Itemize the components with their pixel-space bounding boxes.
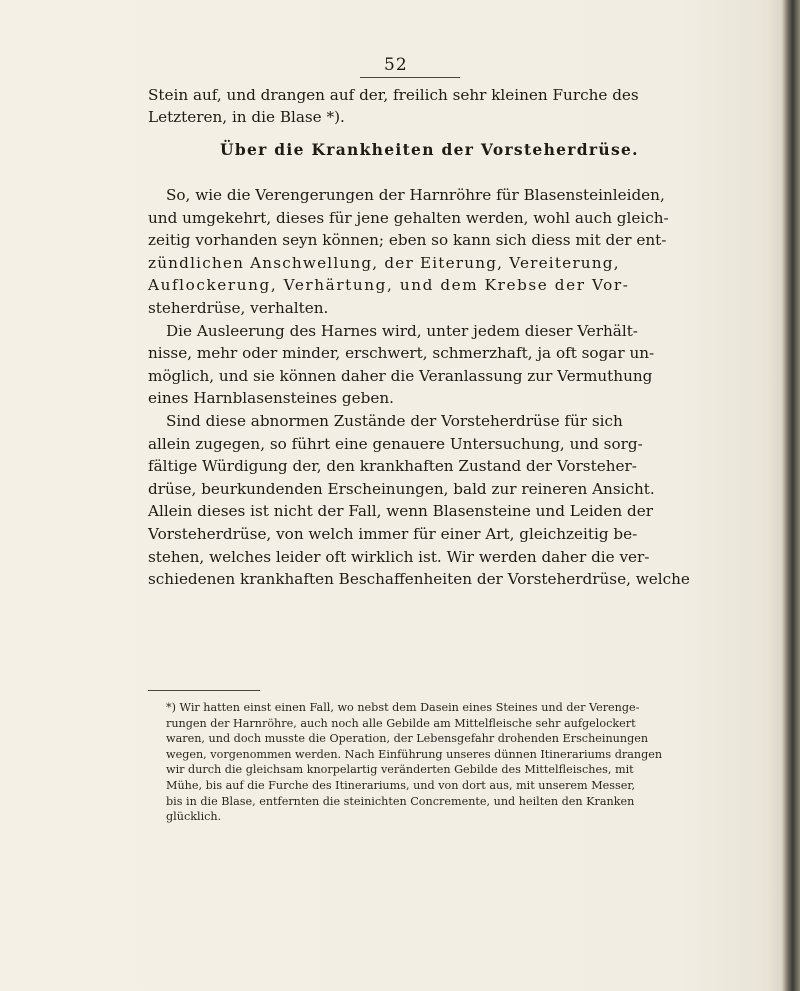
text-line: Allein dieses ist nicht der Fall, wenn Blasensteine und Leiden der: [148, 502, 653, 521]
section-heading: Über die Krankheiten der Vorsteherdrüse.: [220, 140, 639, 159]
page-number-rule: [360, 77, 460, 78]
text-line: drüse, beurkundenden Erscheinungen, bald zur reineren Ansicht.: [148, 479, 655, 498]
page-number: 52: [384, 55, 408, 75]
footnote-rule: [148, 690, 260, 691]
text-line: stehen, welches leider oft wirklich ist. Wir werden daher die ver-: [148, 547, 650, 566]
text-line: nisse, mehr oder minder, erschwert, schmerzhaft, ja oft sogar un-: [148, 344, 655, 363]
footnote-line: bis in die Blase, entfernten die steinichten Concremente, und heilten den Kranken: [166, 794, 635, 808]
footnote: [148, 700, 700, 825]
text-line: steherdrüse, verhalten.: [148, 298, 329, 317]
text-line: Letzteren, in die Blase *).: [148, 108, 345, 127]
footnote-line: wegen, vorgenommen werden. Nach Einführung unseres dünnen Itinerariums drangen: [166, 747, 663, 761]
text-line: schiedenen krankhaften Beschaffenheiten der Vorsteherdrüse, welche: [148, 570, 690, 589]
footnote-line: glücklich.: [166, 810, 222, 824]
text-line: möglich, und sie können daher die Veranlassung zur Vermuthung: [148, 366, 653, 385]
text-line: Stein auf, und drangen auf der, freilich sehr kleinen Furche des: [148, 86, 639, 104]
intro-paragraph: [148, 84, 708, 129]
page-edge-shadow: [782, 0, 800, 991]
text-line: fältige Würdigung der, den krankhaften Zustand der Vorsteher-: [148, 457, 637, 476]
text-line: und umgekehrt, dieses für jene gehalten werden, wohl auch gleich-: [148, 208, 669, 227]
text-line: So, wie die Verengerungen der Harnröhre für Blasensteinleiden,: [166, 186, 665, 204]
text-line: Sind diese abnormen Zustände der Vorsteherdrüse für sich: [166, 411, 623, 430]
text-line: Vorsteherdrüse, von welch immer für einer Art, gleichzeitig be-: [148, 524, 638, 543]
text-line: Auflockerung, Verhärtung, und dem Krebse der Vor-: [148, 276, 630, 295]
text-line: Die Ausleerung des Harnes wird, unter jedem dieser Verhält-: [166, 321, 638, 340]
footnote-line: *) Wir hatten einst einen Fall, wo nebst dem Dasein eines Steines und der Verenge-: [166, 701, 640, 714]
footnote-line: waren, und doch musste die Operation, der Lebensgefahr drohenden Erscheinungen: [166, 732, 649, 746]
text-line: zündlichen Anschwellung, der Eiterung, Vereiterung,: [148, 253, 620, 272]
footnote-line: Mühe, bis auf die Furche des Itinerariums, und von dort aus, mit unserem Messer,: [166, 778, 636, 792]
footnote-line: wir durch die gleichsam knorpelartig veränderten Gebilde des Mittelfleisches, mit: [166, 763, 634, 777]
text-line: zeitig vorhanden seyn können; eben so kann sich diess mit der ent-: [148, 231, 667, 250]
section-body: [148, 184, 704, 591]
text-line: eines Harnblasensteines geben.: [148, 389, 394, 408]
footnote-line: rungen der Harnröhre, auch noch alle Gebilde am Mittelfleische sehr aufgelockert: [166, 716, 636, 730]
text-line: allein zugegen, so führt eine genauere Untersuchung, und sorg-: [148, 434, 643, 453]
